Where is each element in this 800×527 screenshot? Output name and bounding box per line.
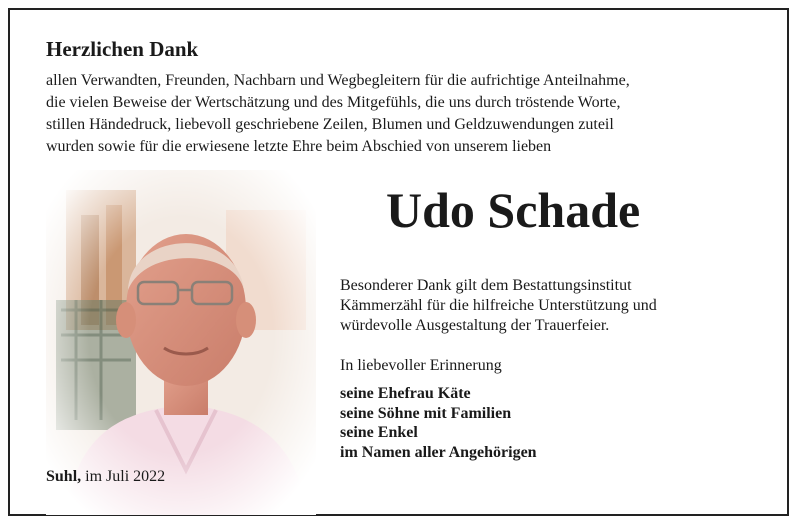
date: im Juli 2022	[81, 468, 166, 485]
family-list	[340, 384, 537, 462]
intro-text	[46, 70, 758, 158]
intro-line: die vielen Beweise der Wertschätzung und des Mitgefühls, die uns durch tröstende Worte,	[46, 94, 621, 111]
intro-line: wurden sowie für die erwiesene letzte Ehre beim Abschied von unserem lieben	[46, 138, 552, 155]
family-member: seine Enkel	[340, 424, 418, 441]
place: Suhl,	[46, 468, 82, 485]
special-thanks	[340, 276, 657, 336]
family-member: seine Söhne mit Familien	[340, 404, 512, 422]
thanks-line: würdevolle Ausgestaltung der Trauerfeier.	[340, 317, 610, 334]
place-date	[46, 468, 165, 486]
deceased-name: Udo Schade	[386, 182, 641, 238]
intro-line: allen Verwandten, Freunden, Nachbarn und Wegbegleitern für die aufrichtige Anteilnahme,	[46, 72, 630, 89]
heading: Herzlichen Dank	[46, 37, 199, 61]
thanks-line: Kämmerzähl für die hilfreiche Unterstützung und	[340, 297, 657, 314]
family-member: seine Ehefrau Käte	[340, 385, 471, 402]
thanks-line: Besonderer Dank gilt dem Bestattungsinstitut	[340, 277, 632, 294]
family-member: im Namen aller Angehörigen	[340, 443, 537, 461]
portrait-photo	[46, 170, 316, 515]
memory-line: In liebevoller Erinnerung	[340, 357, 502, 374]
intro-line: stillen Händedruck, liebevoll geschriebene Zeilen, Blumen und Geldzuwendungen zuteil	[46, 116, 614, 133]
